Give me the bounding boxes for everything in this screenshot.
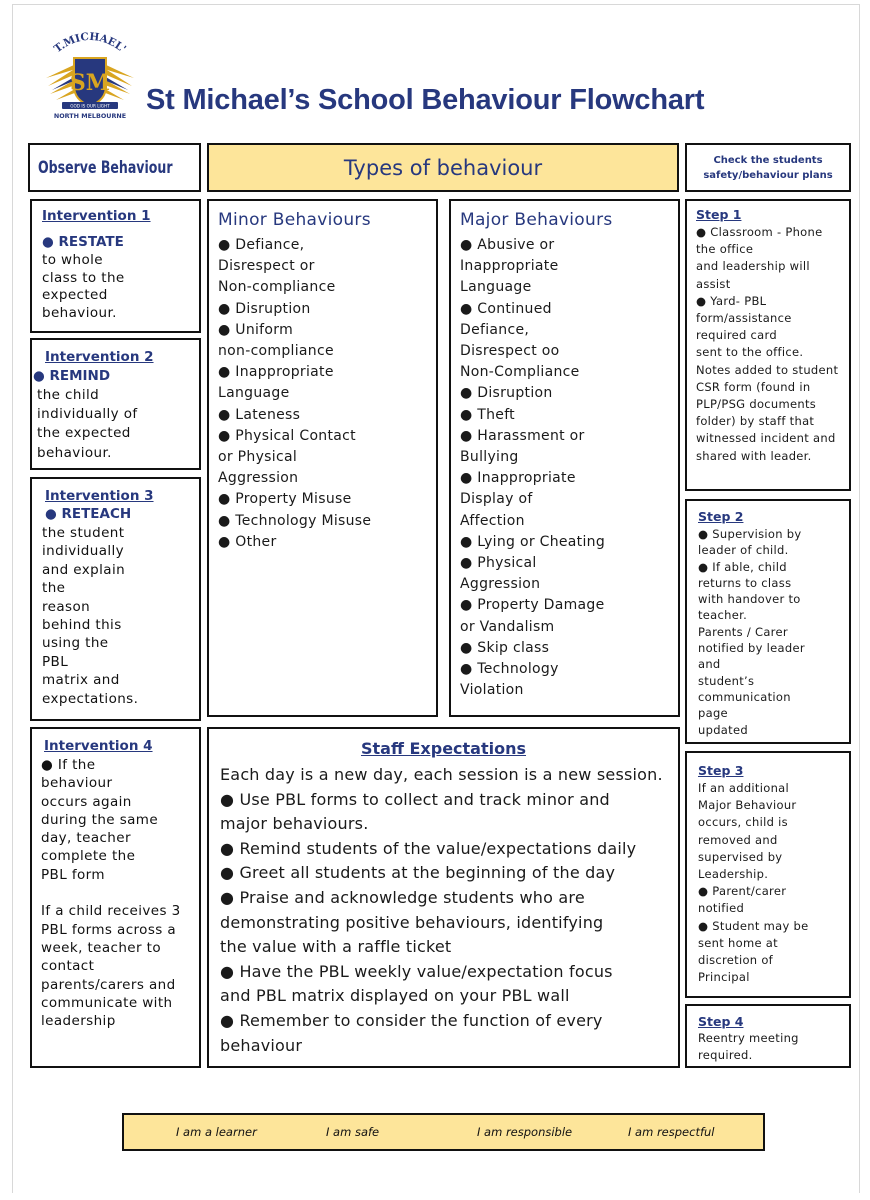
- intervention-4-box: [30, 727, 201, 1068]
- check-plans-header: [685, 143, 851, 192]
- value-safe: I am safe: [326, 1125, 380, 1139]
- step-4-body: Reentry meeting required.: [698, 1031, 799, 1063]
- value-learner: I am a learner: [176, 1125, 257, 1139]
- major-behaviours-heading: Major Behaviours: [460, 210, 613, 230]
- logo-ribbon-text: GOD IS OUR LIGHT: [70, 103, 110, 109]
- svg-text:ST.MICHAEL'S: [40, 28, 128, 55]
- values-footer: [122, 1113, 765, 1151]
- intervention-2-body: the child individually of the expected behaviour.: [37, 387, 138, 461]
- intervention-4-title: Intervention 4: [44, 738, 153, 754]
- staff-expectations-heading: Staff Expectations: [360, 739, 527, 758]
- intervention-3-body: the student individually and explain the reason behind this using the PBL matrix and expectations.: [42, 525, 139, 707]
- step-1-box: [685, 199, 851, 491]
- logo-monogram: SM: [69, 70, 111, 96]
- intervention-1-box: [30, 199, 201, 333]
- minor-behaviours-list: ● Defiance, Disrespect or Non-compliance ● Disruption ● Uniform non-compliance ● Inappropriate Language ● Lateness ● Physical Contact or Physical Aggression ● Property Misuse ● Technology Misuse ● Other: [218, 237, 372, 550]
- intervention-2-keyword: ● REMIND: [33, 368, 111, 384]
- intervention-4-body: ● If the behaviour occurs again during the same day, teacher complete the PBL form If a child receives 3 PBL forms across a week, teacher to contact parents/carers and communicate with leadership: [41, 757, 181, 1030]
- intervention-3-keyword: ● RETEACH: [45, 506, 132, 522]
- staff-expectations-list: Each day is a new day, each session is a new session. ● Use PBL forms to collect and track minor and major behaviours. ● Remind students of the value/expectations daily ● Greet all students at the beginning of the day ● Praise and acknowledge students who are demonstrating positive behaviours, identifying the value with a raffle ticket ● Have the PBL weekly value/expectation focus and PBL matrix displayed on your PBL wall ● Remember to consider the function of every behaviour: [220, 765, 663, 1055]
- step-4-box: [685, 1004, 851, 1068]
- minor-behaviours-box: [207, 199, 438, 717]
- school-logo: [40, 28, 140, 120]
- step-3-title: Step 3: [698, 763, 744, 778]
- value-responsible: I am responsible: [477, 1125, 573, 1139]
- step-4-title: Step 4: [698, 1014, 744, 1029]
- staff-expectations-box: [207, 727, 680, 1068]
- minor-behaviours-heading: Minor Behaviours: [218, 210, 371, 230]
- step-2-box: [685, 499, 851, 744]
- intervention-1-keyword: ● RESTATE: [42, 234, 124, 250]
- step-2-title: Step 2: [698, 509, 744, 524]
- step-3-body: If an additional Major Behaviour occurs, child is removed and supervised by Leadership. ● Parent/carer notified ● Student may be sent home at discretion of Principal: [698, 781, 809, 985]
- major-behaviours-list: ● Abusive or Inappropriate Language ● Continued Defiance, Disrespect oo Non-Compliance ● Disruption ● Theft ● Harassment or Bullying ● Inappropriate Display of Affection ● Lying or Cheating ● Physical Aggression ● Property Damage or Vandalism ● Skip class ● Technology Violation: [460, 237, 606, 699]
- check-plans-label: Check the students safety/behaviour plans: [703, 155, 833, 181]
- value-respectful: I am respectful: [628, 1125, 715, 1139]
- observe-behaviour-label: Observe Behaviour: [38, 158, 173, 178]
- step-2-body: ● Supervision by leader of child. ● If able, child returns to class with handover to teacher. Parents / Carer notified by leader and student’s communication page updated: [698, 527, 805, 737]
- logo-location: NORTH MELBOURNE: [53, 112, 127, 120]
- step-1-title: Step 1: [696, 207, 742, 222]
- intervention-2-box: [30, 338, 201, 470]
- intervention-2-title: Intervention 2: [45, 349, 154, 365]
- observe-behaviour-header: [28, 143, 201, 192]
- step-3-box: [685, 751, 851, 998]
- intervention-1-title: Intervention 1: [42, 208, 151, 224]
- step-1-body: ● Classroom - Phone the office and leadership will assist ● Yard- PBL form/assistance required card sent to the office. Notes added to student CSR form (found in PLP/PSG documents folder) by staff that witnessed incident and shared with leader.: [696, 225, 839, 463]
- major-behaviours-box: [449, 199, 680, 717]
- intervention-3-title: Intervention 3: [45, 488, 154, 504]
- logo-school-name: T.MICHAEL': [52, 30, 129, 56]
- page-title: St Michael’s School Behaviour Flowchart: [146, 84, 705, 116]
- types-of-behaviour-label: Types of behaviour: [343, 156, 543, 180]
- intervention-1-body: to whole class to the expected behaviour.: [42, 252, 125, 321]
- intervention-3-box: [30, 477, 201, 721]
- types-of-behaviour-header: [207, 143, 679, 192]
